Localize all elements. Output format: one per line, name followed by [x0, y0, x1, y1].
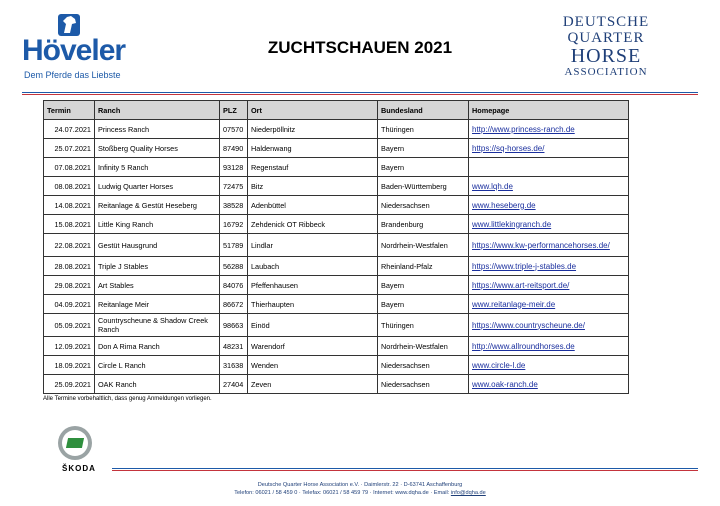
cell-date: 25.07.2021	[44, 139, 95, 158]
homepage-link[interactable]: www.circle-l.de	[469, 356, 629, 375]
cell-ort: Wenden	[248, 356, 378, 375]
homepage-link[interactable]: www.littlekingranch.de	[469, 215, 629, 234]
cell-ort: Warendorf	[248, 337, 378, 356]
cell-ort: Zehdenick OT Ribbeck	[248, 215, 378, 234]
table-row	[44, 234, 629, 257]
cell-ranch: Circle L Ranch	[95, 356, 220, 375]
dqha-line-2: QUARTER	[567, 30, 645, 46]
cell-plz: 27404	[220, 375, 248, 394]
cell-plz: 38528	[220, 196, 248, 215]
col-header-termin: Termin	[44, 101, 95, 120]
homepage-link[interactable]: http://www.allroundhorses.de	[469, 337, 629, 356]
cell-plz: 93128	[220, 158, 248, 177]
table-row	[44, 177, 629, 196]
table-row	[44, 158, 629, 177]
cell-bundesland: Thüringen	[378, 314, 469, 337]
col-header-ranch: Ranch	[95, 101, 220, 120]
dqha-line-1: DEUTSCHE	[562, 14, 650, 30]
cell-ranch: Little King Ranch	[95, 215, 220, 234]
cell-bundesland: Bayern	[378, 139, 469, 158]
dqha-line-3: HORSE	[570, 45, 642, 67]
homepage-link[interactable]: www.heseberg.de	[469, 196, 629, 215]
cell-date: 14.08.2021	[44, 196, 95, 215]
col-header-homepage: Homepage	[469, 101, 629, 120]
cell-ranch: Princess Ranch	[95, 120, 220, 139]
cell-date: 18.09.2021	[44, 356, 95, 375]
cell-ranch: Stoßberg Quality Horses	[95, 139, 220, 158]
cell-bundesland: Rheinland-Pfalz	[378, 257, 469, 276]
cell-plz: 98663	[220, 314, 248, 337]
cell-plz: 31638	[220, 356, 248, 375]
table-row	[44, 375, 629, 394]
cell-plz: 07570	[220, 120, 248, 139]
homepage-link[interactable]: https://www.art-reitsport.de/	[469, 276, 629, 295]
table-row	[44, 257, 629, 276]
table-row	[44, 295, 629, 314]
cell-plz: 56288	[220, 257, 248, 276]
table-row	[44, 120, 629, 139]
homepage-link[interactable]: https://www.triple-j-stables.de	[469, 257, 629, 276]
cell-ranch: Countryscheune & Shadow Creek Ranch	[95, 314, 220, 337]
cell-bundesland: Bayern	[378, 295, 469, 314]
cell-date: 05.09.2021	[44, 314, 95, 337]
cell-ranch: Reitanlage Meir	[95, 295, 220, 314]
cell-bundesland: Nordrhein-Westfalen	[378, 337, 469, 356]
cell-bundesland: Niedersachsen	[378, 196, 469, 215]
cell-date: 25.09.2021	[44, 375, 95, 394]
homepage-link[interactable]: www.lqh.de	[469, 177, 629, 196]
cell-date: 04.09.2021	[44, 295, 95, 314]
cell-bundesland: Nordrhein-Westfalen	[378, 234, 469, 257]
cell-date: 07.08.2021	[44, 158, 95, 177]
footer	[0, 481, 720, 497]
cell-ort: Einöd	[248, 314, 378, 337]
cell-ort: Laubach	[248, 257, 378, 276]
homepage-link[interactable]: https://sq-horses.de/	[469, 139, 629, 158]
homepage-cell-empty	[469, 158, 629, 177]
col-header-bundesland: Bundesland	[378, 101, 469, 120]
events-table	[43, 100, 629, 394]
cell-plz: 51789	[220, 234, 248, 257]
cell-ranch: Gestüt Hausgrund	[95, 234, 220, 257]
hoveler-tagline: Dem Pferde das Liebste	[24, 70, 121, 80]
hoveler-brand: Höveler	[22, 34, 126, 67]
cell-ort: Pfeffenhausen	[248, 276, 378, 295]
header-divider	[22, 92, 698, 96]
cell-ort: Adenbüttel	[248, 196, 378, 215]
skoda-emblem-icon	[58, 426, 92, 460]
cell-ranch: Reitanlage & Gestüt Heseberg	[95, 196, 220, 215]
cell-ranch: Triple J Stables	[95, 257, 220, 276]
footer-contact	[0, 489, 720, 497]
page-title: ZUCHTSCHAUEN 2021	[267, 38, 453, 57]
cell-date: 29.08.2021	[44, 276, 95, 295]
cell-date: 08.08.2021	[44, 177, 95, 196]
footer-contact-text: Telefon: 06021 / 58 459 0 · Telefax: 06021 / 58 459 79 · Internet: www.dqha.de · Email:	[234, 490, 450, 496]
cell-date: 12.09.2021	[44, 337, 95, 356]
homepage-link[interactable]: http://www.princess-ranch.de	[469, 120, 629, 139]
table-row	[44, 337, 629, 356]
table-footnote: Alle Termine vorbehaltlich, dass genug Anmeldungen vorliegen.	[43, 396, 212, 402]
cell-plz: 86672	[220, 295, 248, 314]
col-header-ort: Ort	[248, 101, 378, 120]
table-row	[44, 314, 629, 337]
cell-date: 28.08.2021	[44, 257, 95, 276]
table-row	[44, 215, 629, 234]
cell-ranch: OAK Ranch	[95, 375, 220, 394]
cell-bundesland: Bayern	[378, 158, 469, 177]
homepage-link[interactable]: www.oak-ranch.de	[469, 375, 629, 394]
cell-ranch: Art Stables	[95, 276, 220, 295]
footer-address: Deutsche Quarter Horse Association e.V. · Daimlerstr. 22 · D-63741 Aschaffenburg	[257, 482, 463, 488]
footer-divider	[112, 468, 698, 472]
table-row	[44, 356, 629, 375]
footer-email-link[interactable]: info@dqha.de	[450, 490, 486, 496]
skoda-wordmark: ŠKODA	[62, 464, 96, 473]
cell-plz: 48231	[220, 337, 248, 356]
cell-bundesland: Niedersachsen	[378, 356, 469, 375]
horse-head-icon	[58, 14, 80, 36]
cell-ort: Thierhaupten	[248, 295, 378, 314]
cell-plz: 16792	[220, 215, 248, 234]
cell-bundesland: Niedersachsen	[378, 375, 469, 394]
cell-ort: Zeven	[248, 375, 378, 394]
cell-ranch: Infinity 5 Ranch	[95, 158, 220, 177]
cell-plz: 87490	[220, 139, 248, 158]
cell-bundesland: Thüringen	[378, 120, 469, 139]
homepage-link[interactable]: https://www.countryscheune.de/	[469, 314, 629, 337]
homepage-link[interactable]: https://www.kw-performancehorses.de/	[469, 234, 629, 257]
cell-date: 22.08.2021	[44, 234, 95, 257]
skoda-logo	[40, 420, 116, 482]
cell-ort: Niederpöllnitz	[248, 120, 378, 139]
cell-bundesland: Baden-Württemberg	[378, 177, 469, 196]
cell-ranch: Ludwig Quarter Horses	[95, 177, 220, 196]
col-header-plz: PLZ	[220, 101, 248, 120]
cell-ort: Haldenwang	[248, 139, 378, 158]
table-row	[44, 139, 629, 158]
homepage-link[interactable]: www.reitanlage-meir.de	[469, 295, 629, 314]
dqha-line-4: ASSOCIATION	[564, 66, 648, 78]
cell-ort: Lindlar	[248, 234, 378, 257]
table-row	[44, 276, 629, 295]
cell-date: 24.07.2021	[44, 120, 95, 139]
cell-ranch: Don A Rima Ranch	[95, 337, 220, 356]
dqha-logo	[556, 14, 656, 79]
cell-plz: 84076	[220, 276, 248, 295]
cell-ort: Regenstauf	[248, 158, 378, 177]
cell-plz: 72475	[220, 177, 248, 196]
cell-date: 15.08.2021	[44, 215, 95, 234]
table-header-row	[44, 101, 629, 120]
cell-ort: Bitz	[248, 177, 378, 196]
cell-bundesland: Bayern	[378, 276, 469, 295]
table-row	[44, 196, 629, 215]
cell-bundesland: Brandenburg	[378, 215, 469, 234]
